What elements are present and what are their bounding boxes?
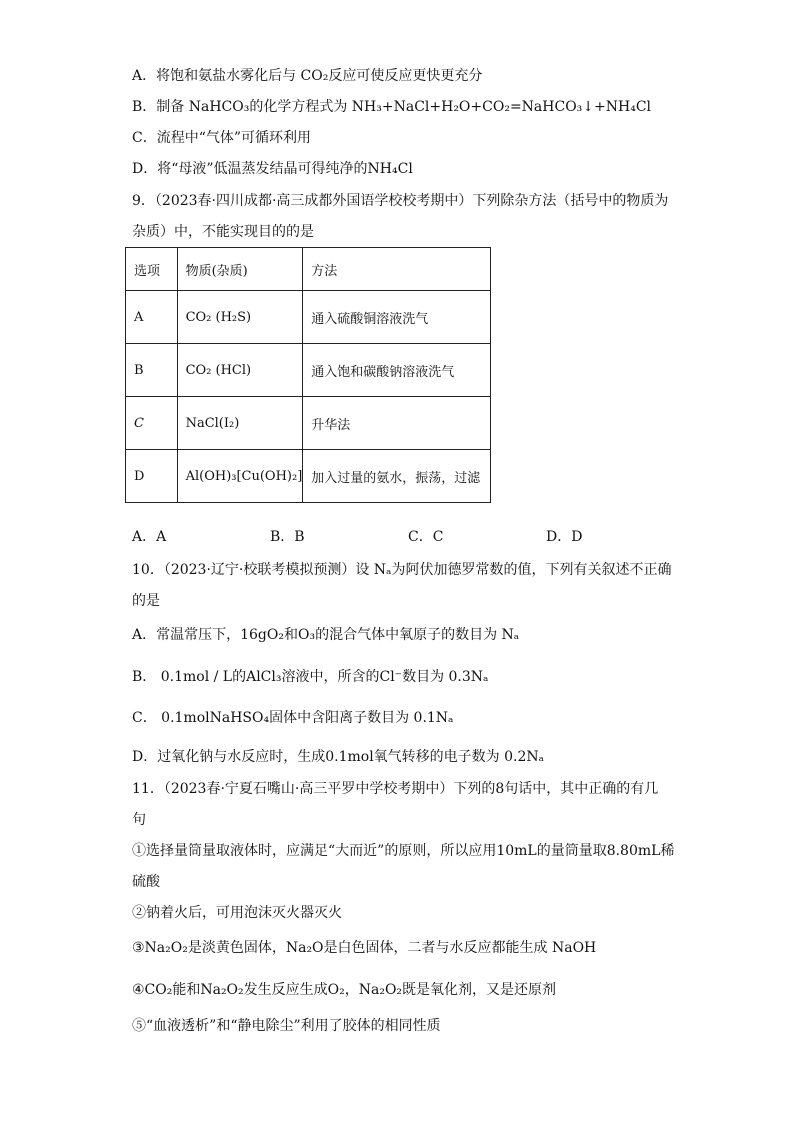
row-substance: Al(OH)₃[Cu(OH)₂] [177, 450, 303, 503]
q10-stem-cont: 的是 [132, 593, 160, 609]
row-substance: NaCl(I₂) [177, 397, 303, 450]
q9-answers [132, 527, 684, 547]
q11-statement-4: ④CO₂能和Na₂O₂发生反应生成O₂，Na₂O₂既是氧化剂，又是还原剂 [132, 982, 557, 998]
table-row [126, 397, 491, 450]
row-substance: CO₂ (H₂S) [177, 291, 303, 344]
table-row [126, 291, 491, 344]
q10-stem: 10．（2023·辽宁·校联考模拟预测）设 Nₐ为阿伏加德罗常数的值，下列有关叙述不正确 [132, 562, 672, 578]
q11-statement-3: ③Na₂O₂是淡黄色固体，Na₂O是白色固体，二者与水反应都能生成 NaOH [132, 940, 597, 956]
row-option: A [126, 291, 178, 344]
row-substance: CO₂ (HCl) [177, 344, 303, 397]
row-method: 通入饱和碳酸钠溶液洗气 [303, 344, 491, 397]
q9-answer-d: D．D [546, 529, 583, 545]
q9-table [125, 247, 491, 503]
q10-option-c: C． 0.1molNaHSO₄固体中含阳离子数目为 0.1Nₐ [132, 710, 454, 726]
q8-option-d: D．将“母液”低温蒸发结晶可得纯净的NH₄Cl [132, 161, 413, 177]
q9-answer-a: A．A [132, 529, 167, 545]
q11-statement-1-cont: 硫酸 [132, 874, 160, 890]
q11-stem: 11．（2023春·宁夏石嘴山·高三平罗中学校考期中）下列的8句话中，其中正确的有几 [132, 781, 659, 797]
row-option: D [126, 450, 178, 503]
header-substance: 物质(杂质) [177, 248, 303, 291]
q10-option-a: A．常温常压下，16gO₂和O₃的混合气体中氧原子的数目为 Nₐ [132, 627, 520, 643]
row-option: C [126, 397, 178, 450]
q10-option-b: B． 0.1mol / L的AlCl₃溶液中，所含的Cl⁻数目为 0.3Nₐ [132, 669, 489, 685]
q8-option-b: B．制备 NaHCO₃的化学方程式为 NH₃+NaCl+H₂O+CO₂=NaHCO₃↓+NH₄Cl [132, 99, 652, 115]
q9-answer-c: C．C [408, 529, 444, 545]
q8-option-a: A．将饱和氨盐水雾化后与 CO₂反应可使反应更快更充分 [132, 68, 483, 84]
row-option: B [126, 344, 178, 397]
q11-statement-2: ②钠着火后，可用泡沫灭火器灭火 [132, 905, 342, 921]
header-option: 选项 [126, 248, 178, 291]
table-row [126, 344, 491, 397]
row-method: 通入硫酸铜溶液洗气 [303, 291, 491, 344]
q10-option-d: D．过氧化钠与水反应时，生成0.1mol氧气转移的电子数为 0.2Nₐ [132, 749, 545, 765]
row-method: 升华法 [303, 397, 491, 450]
q8-option-c: C．流程中“气体”可循环利用 [132, 130, 312, 146]
q9-stem: 9．（2023春·四川成都·高三成都外国语学校校考期中）下列除杂方法（括号中的物质为 [132, 193, 669, 209]
row-method: 加入过量的氨水，振荡，过滤 [303, 450, 491, 503]
table-header-row [126, 248, 491, 291]
header-method: 方法 [303, 248, 491, 291]
table-row [126, 450, 491, 503]
q9-stem-cont: 杂质）中，不能实现目的的是 [132, 224, 314, 240]
q11-statement-1: ①选择量筒量取液体时，应满足“大而近”的原则，所以应用10mL的量筒量取8.80mL稀 [132, 843, 675, 859]
q9-answer-b: B．B [270, 529, 305, 545]
q11-statement-5: ⑤“血液透析”和“静电除尘”利用了胶体的相同性质 [132, 1018, 441, 1034]
q11-stem-cont: 句 [132, 812, 146, 828]
